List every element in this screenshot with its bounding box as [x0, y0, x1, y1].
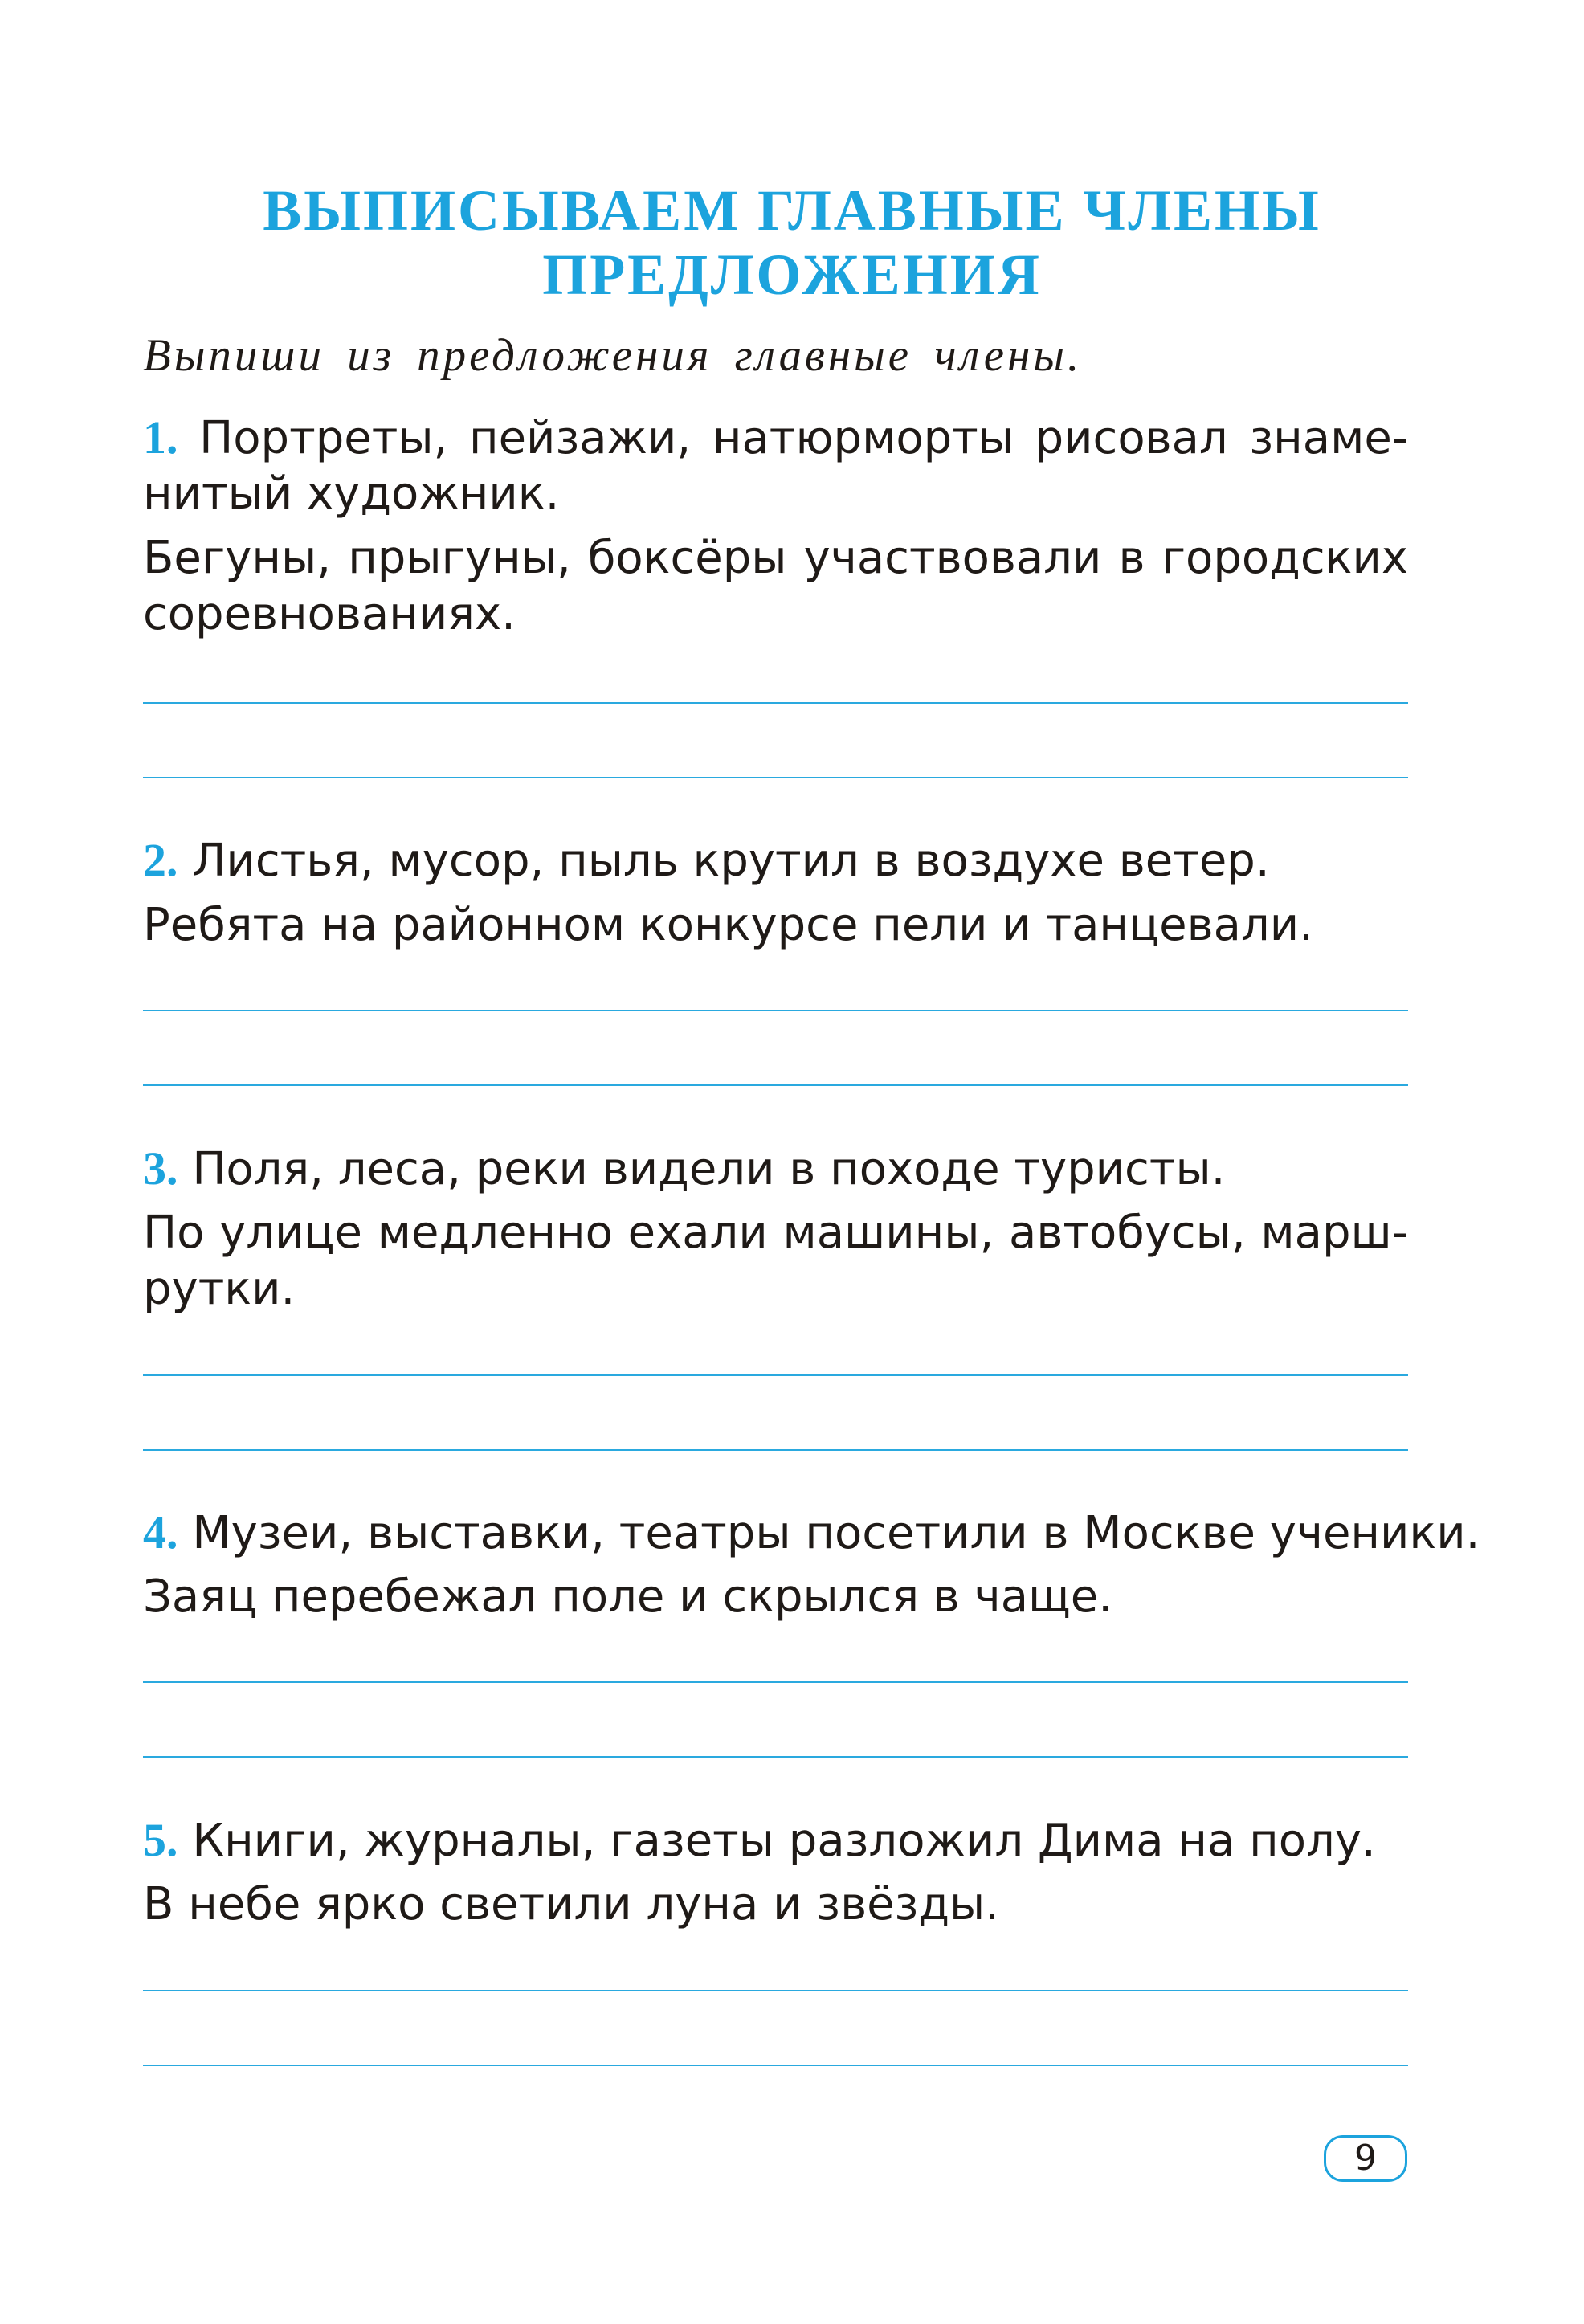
exercise-text-line: Музеи, выставки, театры посетили в Москве ученики.: [192, 1507, 1480, 1559]
page-number-badge: 9: [1324, 2135, 1407, 2182]
answer-line[interactable]: [143, 2065, 1408, 2066]
answer-line[interactable]: [143, 1756, 1408, 1758]
answer-line[interactable]: [143, 1010, 1408, 1011]
exercise-text-line: Поля, леса, реки видели в походе туристы.: [192, 1143, 1226, 1195]
answer-line[interactable]: [143, 1681, 1408, 1683]
answer-line[interactable]: [143, 1449, 1408, 1451]
exercise-number: 2.: [143, 834, 178, 886]
exercise-text-line: Портреты, пейзажи, натюрморты рисовал знаме-: [199, 412, 1408, 464]
exercise-text-line: Бегуны, прыгуны, боксёры участвовали в городских: [143, 532, 1408, 584]
page-title-line-2: ПРЕДЛОЖЕНИЯ: [542, 243, 1042, 307]
exercise-text-line: нитый художник.: [143, 468, 560, 520]
exercise-text-line: Книги, журналы, газеты разложил Дима на полу.: [192, 1815, 1376, 1867]
exercise-number: 4.: [143, 1506, 178, 1558]
exercise-text-line: рутки.: [143, 1263, 296, 1315]
exercise-number: 5.: [143, 1814, 178, 1866]
task-instruction: Выпиши из предложения главные члены.: [143, 330, 1083, 381]
answer-line[interactable]: [143, 777, 1408, 778]
answer-line[interactable]: [143, 1084, 1408, 1086]
page-title-line-1: ВЫПИСЫВАЕМ ГЛАВНЫЕ ЧЛЕНЫ: [263, 178, 1321, 243]
answer-line[interactable]: [143, 1990, 1408, 1991]
exercise-text-line: Ребята на районном конкурсе пели и танцевали.: [143, 899, 1313, 951]
exercise-text-line: соревнованиях.: [143, 588, 516, 640]
answer-line[interactable]: [143, 702, 1408, 704]
exercise-text-line: Листья, мусор, пыль крутил в воздухе ветер.: [192, 835, 1270, 887]
answer-line[interactable]: [143, 1374, 1408, 1376]
exercise-text-line: Заяц перебежал поле и скрылся в чаще.: [143, 1570, 1113, 1623]
exercise-text-line: По улице медленно ехали машины, автобусы, марш-: [143, 1207, 1408, 1259]
exercise-text-line: В небе ярко светили луна и звёзды.: [143, 1878, 1000, 1930]
exercise-number: 3.: [143, 1142, 178, 1195]
exercise-number: 1.: [143, 411, 178, 464]
